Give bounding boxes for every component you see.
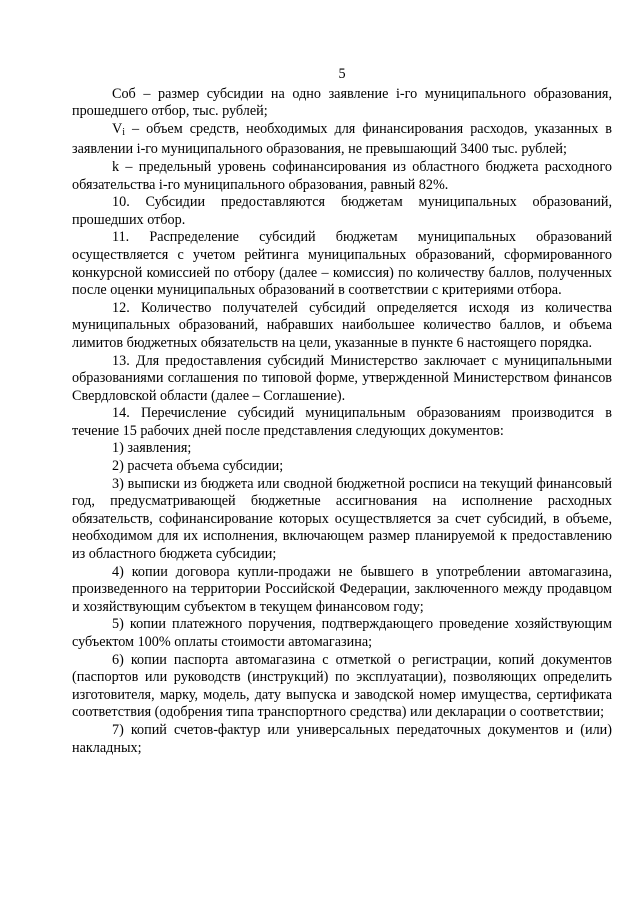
page-number: 5 (338, 66, 346, 82)
list-item-2: 2) расчета объема субсидии; (112, 458, 284, 475)
vi-symbol: V (112, 120, 123, 137)
paragraph-item-14: 14. Перечисление субсидий муниципальным образованиям производится в течение 15 рабочих дней после представления следующих документов: (72, 405, 612, 439)
paragraph-sob-definition: Соб – размер субсидии на одно заявление i-го муниципального образования, прошедшего отбор, тыс. рублей; (72, 85, 612, 120)
list-item-6: 6) копии паспорта автомагазина с отметкой о регистрации, копий документов (паспортов или руководств (инструкций) по эксплуатации), позволяющих определить изготовителя, марку, модель, дату выпуска и заводской номер имущества, сертификата соответствия (одобрения типа транспортного средства) или декларации о соответствии; (72, 651, 612, 721)
paragraph-item-13: 13. Для предоставления субсидий Министерство заключает с муниципальными образованиями соглашения по типовой форме, утвержденной Министерством финансов Свердловской области (далее – Соглашение). (72, 352, 612, 404)
vi-subscript: i (122, 126, 126, 138)
paragraph-item-11: 11. Распределение субсидий бюджетам муниципальных образований осуществляется с учетом рейтинга муниципальных образований, сформированного конкурсной комиссией по отбору (далее – комиссия) по количеству баллов, полученных после оценки муниципальных образований в соответствии с критериями отбора. (72, 229, 612, 299)
list-item-4: 4) копии договора купли-продажи не бывшего в употреблении автомагазина, произведенного на территории Российской Федерации, заключенного между продавцом и хозяйствующим субъектом в текущем финансовом году; (72, 563, 612, 615)
document-page (72, 66, 612, 757)
list-item-7: 7) копий счетов-фактур или универсальных передаточных документов и (или) накладных; (72, 721, 612, 756)
list-item-1: 1) заявления; (112, 440, 192, 457)
list-item-5: 5) копии платежного поручения, подтверждающего проведение хозяйствующим субъектом 100% оплаты стоимости автомагазина; (72, 616, 612, 650)
paragraph-k-definition: k – предельный уровень софинансирования из областного бюджета расходного обязательства i-го муниципального образования, равный 82%. (72, 158, 612, 193)
paragraph-item-10: 10. Субсидии предоставляются бюджетам муниципальных образований, прошедших отбор. (72, 194, 612, 228)
vi-definition-text: – объем средств, необходимых для финансирования расходов, указанных в заявлении i-го муниципального образования, не превышающий 3400 тыс. рублей; (72, 120, 612, 158)
list-item-3: 3) выписки из бюджета или сводной бюджетной росписи на текущий финансовый год, предусматривающей бюджетные ассигнования на исполнение расходных обязательств, софинансирование которых осуществляется за счет субсидий, в объеме, необходимом для их исполнения, включающем размер планируемой к предоставлению из областного бюджета субсидии; (72, 475, 612, 563)
paragraph-item-12: 12. Количество получателей субсидий определяется исходя из количества муниципальных образований, набравших наибольшее количество баллов, и объема лимитов бюджетных обязательств на цели, указанные в пункте 6 настоящего порядка. (72, 299, 612, 351)
paragraph-vi-definition (72, 121, 612, 159)
